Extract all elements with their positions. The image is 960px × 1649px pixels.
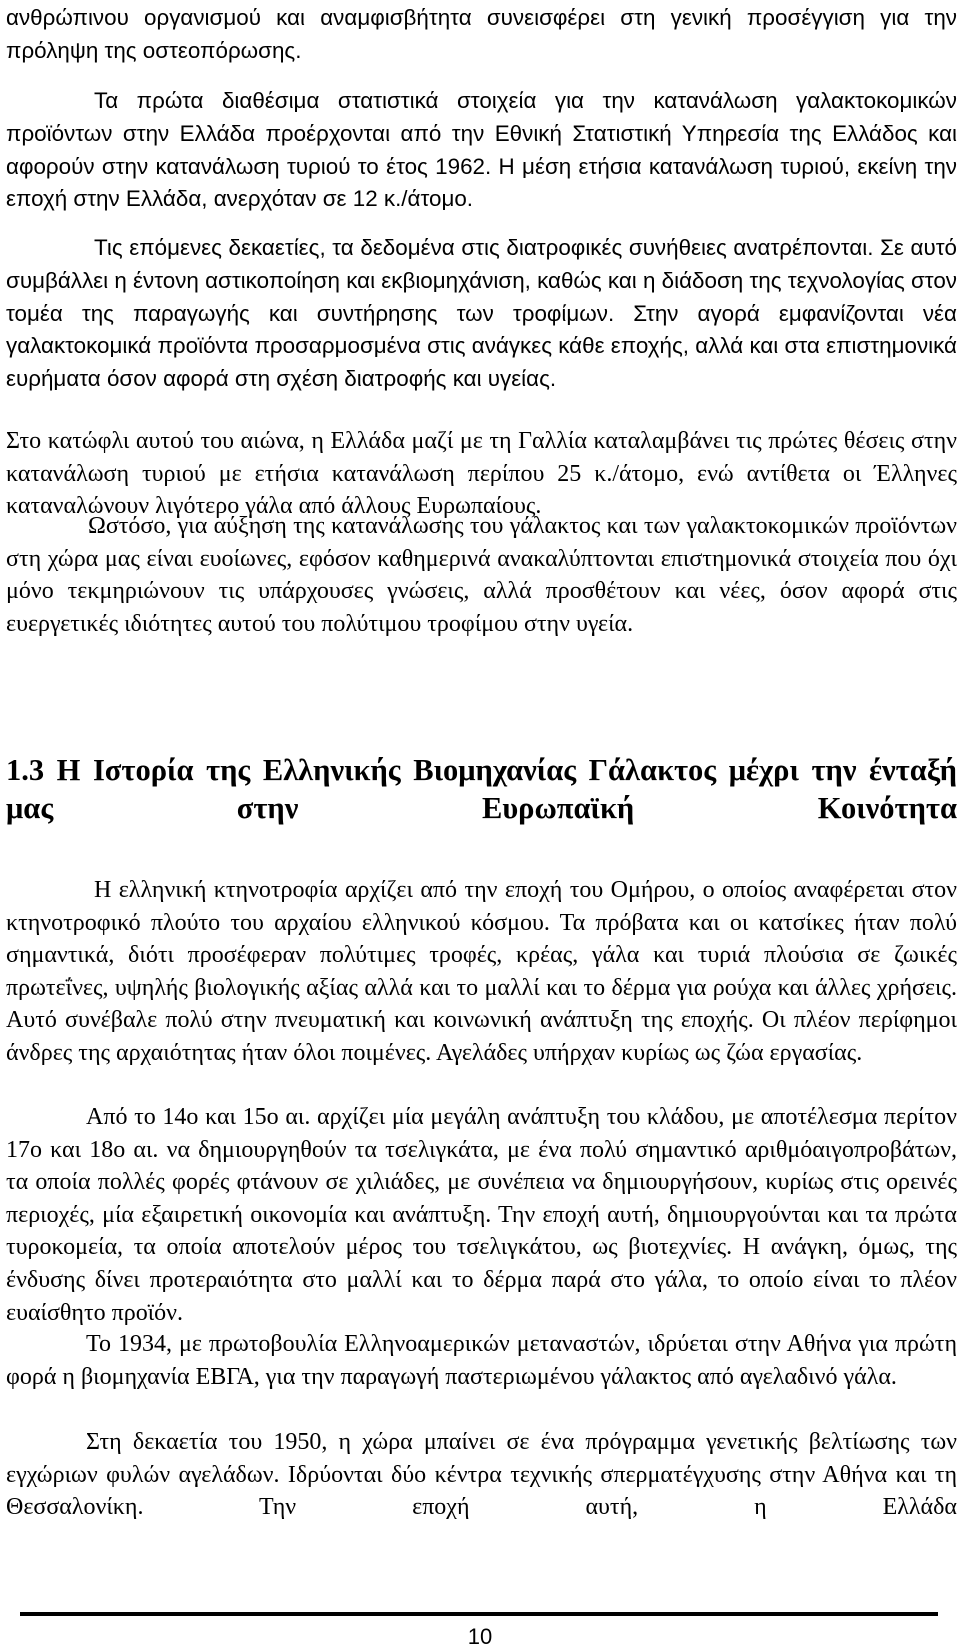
section-heading: 1.3 Η Ιστορία της Ελληνικής Βιομηχανίας Γάλακτος μέχρι την ένταξή μας στην Ευρωπαϊκή Κοινότητα — [6, 753, 957, 825]
paragraph-prospects: Ωστόσο, για αύξηση της κατανάλωσης του γάλακτος και των γαλακτοκομικών προϊόντων στη χώρα μας είναι ευοίωνες, εφόσον καθημερινά ανακαλύπτονται επιστημονικά στοιχεία που όχι μόνο τεκμηριώνουν τις υπάρχουσες γνώσεις, αλλά προσθέτουν και νέες, όσον αφορά στις ευεργετικές ιδιότητες αυτού του πολύτιμου τροφίμου στην υγεία. — [6, 513, 957, 637]
paragraph-ancient-livestock: Η ελληνική κτηνοτροφία αρχίζει από την εποχή του Ομήρου, ο οποίος αναφέρεται στον κτηνοτροφικό πλούτο του αρχαίου ελληνικού κόσμου. Τα πρόβατα και οι κατσίκες ήταν πολύ σημαντικά, διότι προσέφεραν πολύτιμες τροφές, κρέας, γάλα και τυριά πλούσια σε ζωικές πρωτεΐνες, υψηλής βιολογικής αξίας αλλά και το μαλλί και το δέρμα για ρούχα και άλλες χρήσεις. Αυτό συνέβαλε πολύ στην πνευματική και κοινωνική ανάπτυξη της εποχής. Οι πλέον περίφημοι άνδρες της αρχαιότητας ήταν όλοι ποιμένες. Αγελάδες υπήρχαν κυρίως ως ζώα εργασίας. — [6, 877, 957, 1066]
paragraph-cheese-consumption: Στο κατώφλι αυτού του αιώνα, η Ελλάδα μαζί με τη Γαλλία καταλαμβάνει τις πρώτες θέσεις στην κατανάλωση τυριού με ετήσια κατανάλωση περίπου 25 κ./άτομο, ενώ αντίθετα οι Έλληνες καταναλώνουν λιγότερο γάλα από άλλους Ευρωπαίους. — [6, 428, 957, 520]
footer-divider — [20, 1612, 938, 1616]
paragraph-osteoporosis-end: ανθρώπινου οργανισμού και αναμφισβήτητα συνεισφέρει στη γενική προσέγγιση για την πρόληψη της οστεοπόρωσης. — [6, 5, 957, 63]
paragraph-1950s-breeding: Στη δεκαετία του 1950, η χώρα μπαίνει σε ένα πρόγραμμα γενετικής βελτίωσης των εγχώριων φυλών αγελάδων. Ιδρύονται δύο κέντρα τεχνικής σπερματέγχυσης στην Αθήνα και τη Θεσσαλονίκη. Την εποχή αυτή, η Ελλάδα — [6, 1429, 957, 1521]
paragraph-evga-1934: Το 1934, με πρωτοβουλία Ελληνοαμερικών μεταναστών, ιδρύεται στην Αθήνα για πρώτη φορά η βιομηχανία ΕΒΓΑ, για την παραγωγή παστεριωμένου γάλακτος από αγελαδινό γάλα. — [6, 1331, 957, 1390]
paragraph-dietary-habits: Τις επόμενες δεκαετίες, τα δεδομένα στις διατροφικές συνήθειες ανατρέπονται. Σε αυτό συμβάλλει η έντονη αστικοποίηση και εκβιομηχάνιση, καθώς και η διάδοση της τεχνολογίας στον τομέα της παραγωγής και συντήρησης των τροφίμων. Στην αγορά εμφανίζονται νέα γαλακτοκομικά προϊόντα προσαρμοσμένα στις ανάγκες κάθε εποχής, αλλά και στα επιστημονικά ευρήματα όσον αφορά στη σχέση διατροφής και υγείας. — [6, 235, 957, 392]
paragraph-tseligkata: Από το 14ο και 15ο αι. αρχίζει μία μεγάλη ανάπτυξη του κλάδου, με αποτέλεσμα περίτον 17ο και 18ο αι. να δημιουργηθούν τα τσελιγκάτα, με ένα πολύ σημαντικό αριθμόαιγοπροβάτων, τα οποία πολλές φορές φτάνουν σε χιλιάδες, με συνέπεια να δημιουργήσουν, κυρίως στις ορεινές περιοχές, μία εξαιρετική οικονομία και ανάπτυξη. Την εποχή αυτή, δημιουργούνται και τα πρώτα τυροκομεία, τα οποία αποτελούν μέρος του τσελιγκάτου, ως βιοτεχνίες. Η ανάγκη, όμως, της ένδυσης δίνει προτεραιότητα στο μαλλί και το δέρμα παρά στο γάλα, το οποίο είναι το πλέον ευαίσθητο προϊόν. — [6, 1104, 957, 1326]
paragraph-statistics-1962: Τα πρώτα διαθέσιμα στατιστικά στοιχεία για την κατανάλωση γαλακτοκομικών προϊόντων στην Ελλάδα προέρχονται από την Εθνική Στατιστική Υπηρεσία της Ελλάδος και αφορούν στην κατανάλωση τυριού το έτος 1962. Η μέση ετήσια κατανάλωση τυριού, εκείνη την εποχή στην Ελλάδα, ανερχόταν σε 12 κ./άτομο. — [6, 88, 957, 212]
page-number: 10 — [467, 1624, 493, 1649]
